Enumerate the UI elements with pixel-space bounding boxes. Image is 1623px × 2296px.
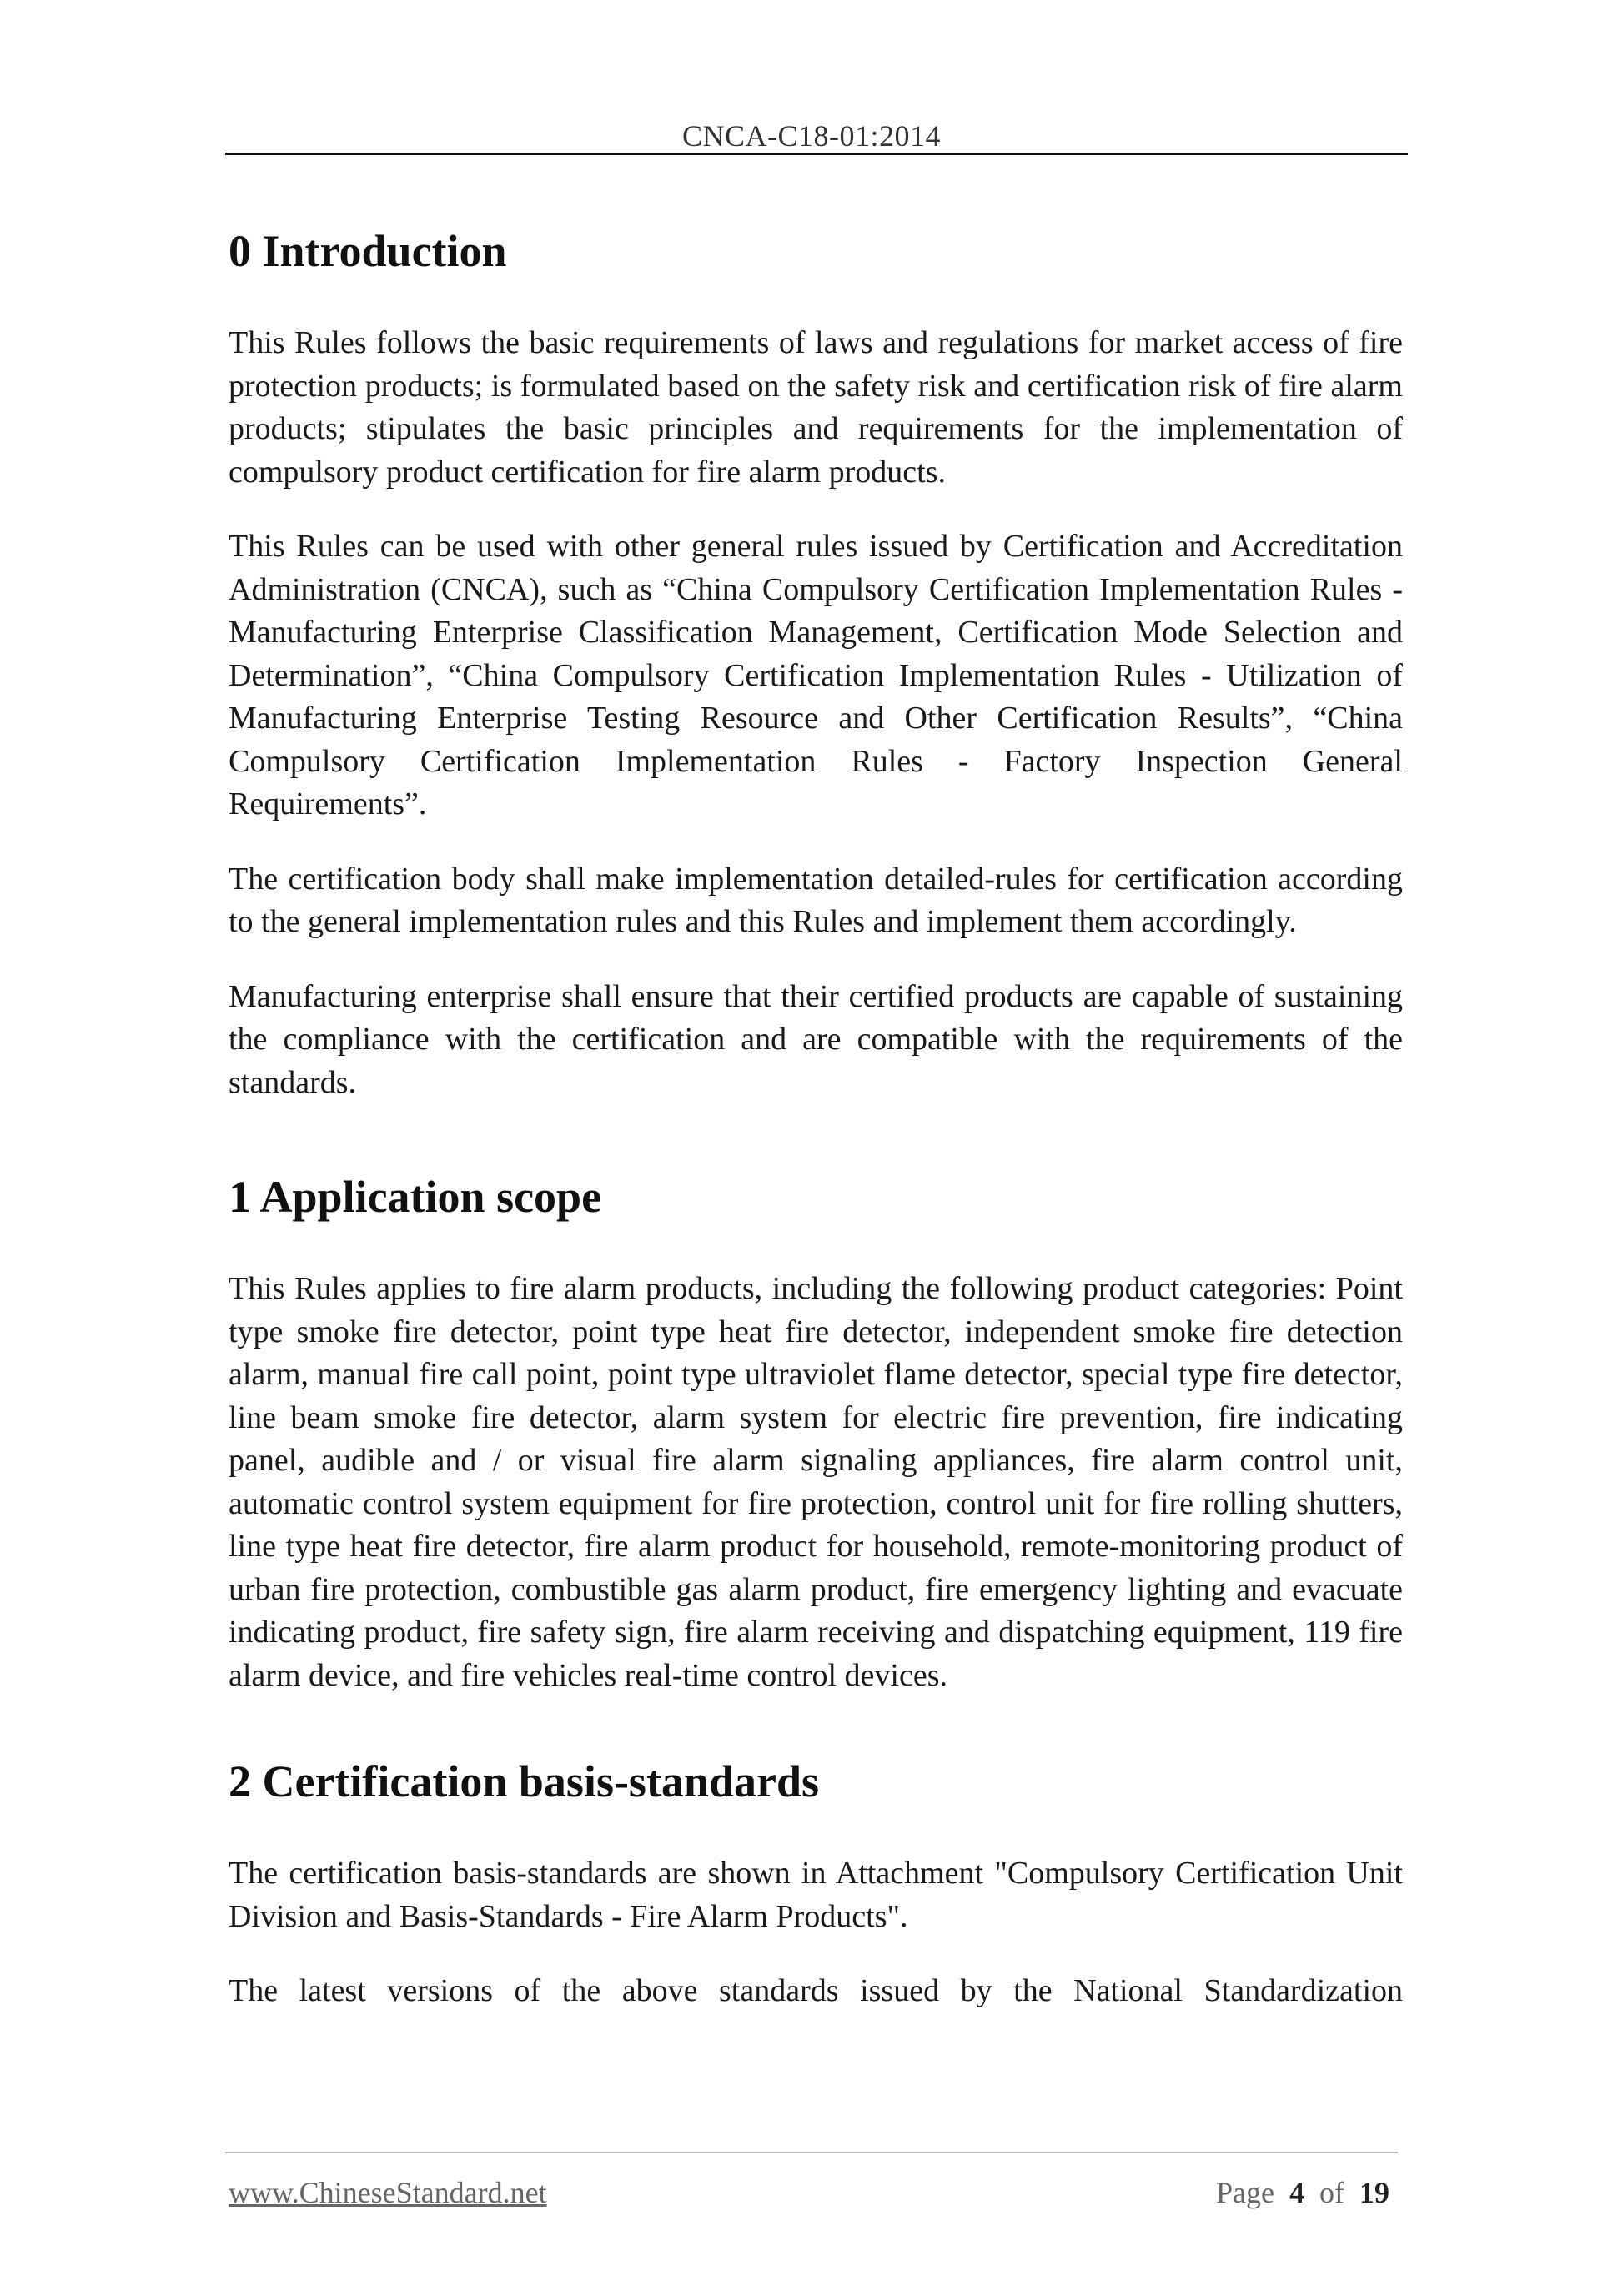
certification-basis-paragraph: The certification basis-standards are shown in Attachment "Compulsory Certification Unit Division and Basis-Standards - Fire Alarm Products". xyxy=(229,1856,1403,1934)
page-number xyxy=(1216,2175,1389,2210)
section-heading-certification-basis: 2 Certification basis-standards xyxy=(229,1756,820,1806)
introduction-paragraph: The certification body shall make implementation detailed-rules for certification according to the general implementation rules and this Rules and implement them accordingly. xyxy=(229,861,1403,939)
section-heading-application-scope: 1 Application scope xyxy=(229,1172,602,1222)
header-divider xyxy=(225,153,1408,155)
footer-divider xyxy=(225,2152,1398,2153)
website-link[interactable]: www.ChineseStandard.net xyxy=(229,2176,547,2209)
introduction-paragraph: This Rules follows the basic requirements of laws and regulations for market access of fire protection products; is formulated based on the safety risk and certification risk of fire alarm products; stipulates the basic principles and requirements for the implementation of compulsory product certification for fire alarm products. xyxy=(229,325,1403,490)
page-of-label: of xyxy=(1319,2176,1344,2209)
certification-basis-paragraph: The latest versions of the above standards issued by the National Standardization xyxy=(229,1973,1403,2008)
document-body xyxy=(229,219,1403,2013)
document-header-code: CNCA-C18-01:2014 xyxy=(681,119,941,153)
section-heading-introduction: 0 Introduction xyxy=(229,226,507,276)
introduction-paragraph: Manufacturing enterprise shall ensure that their certified products are capable of sustaining the compliance with the certification and are compatible with the requirements of the standards. xyxy=(229,978,1403,1100)
page-label: Page xyxy=(1216,2176,1274,2209)
introduction-paragraph: This Rules can be used with other general rules issued by Certification and Accreditation Administration (CNCA), such as “China Compulsory Certification Implementation Rules - Manufacturing Enterprise Classification Management, Certification Mode Selection and Determination”, “China Compulsory Certification Implementation Rules - Utilization of Manufacturing Enterprise Testing Resource and Other Certification Results”, “China Compulsory Certification Implementation Rules - Factory Inspection General Requirements”. xyxy=(229,529,1403,821)
application-scope-paragraph: This Rules applies to fire alarm products, including the following product categories: Point type smoke fire detector, point type heat fire detector, independent smoke fire detection alarm, manual fire call point, point type ultraviolet flame detector, special type fire detector, line beam smoke fire detector, alarm system for electric fire prevention, fire indicating panel, audible and / or visual fire alarm signaling appliances, fire alarm control unit, automatic control system equipment for fire protection, control unit for fire rolling shutters, line type heat fire detector, fire alarm product for household, remote-monitoring product of urban fire protection, combustible gas alarm product, fire emergency lighting and evacuate indicating product, fire safety sign, fire alarm receiving and dispatching equipment, 119 fire alarm device, and fire vehicles real-time control devices. xyxy=(229,1271,1403,1693)
total-pages: 19 xyxy=(1359,2176,1389,2209)
current-page: 4 xyxy=(1289,2176,1304,2209)
